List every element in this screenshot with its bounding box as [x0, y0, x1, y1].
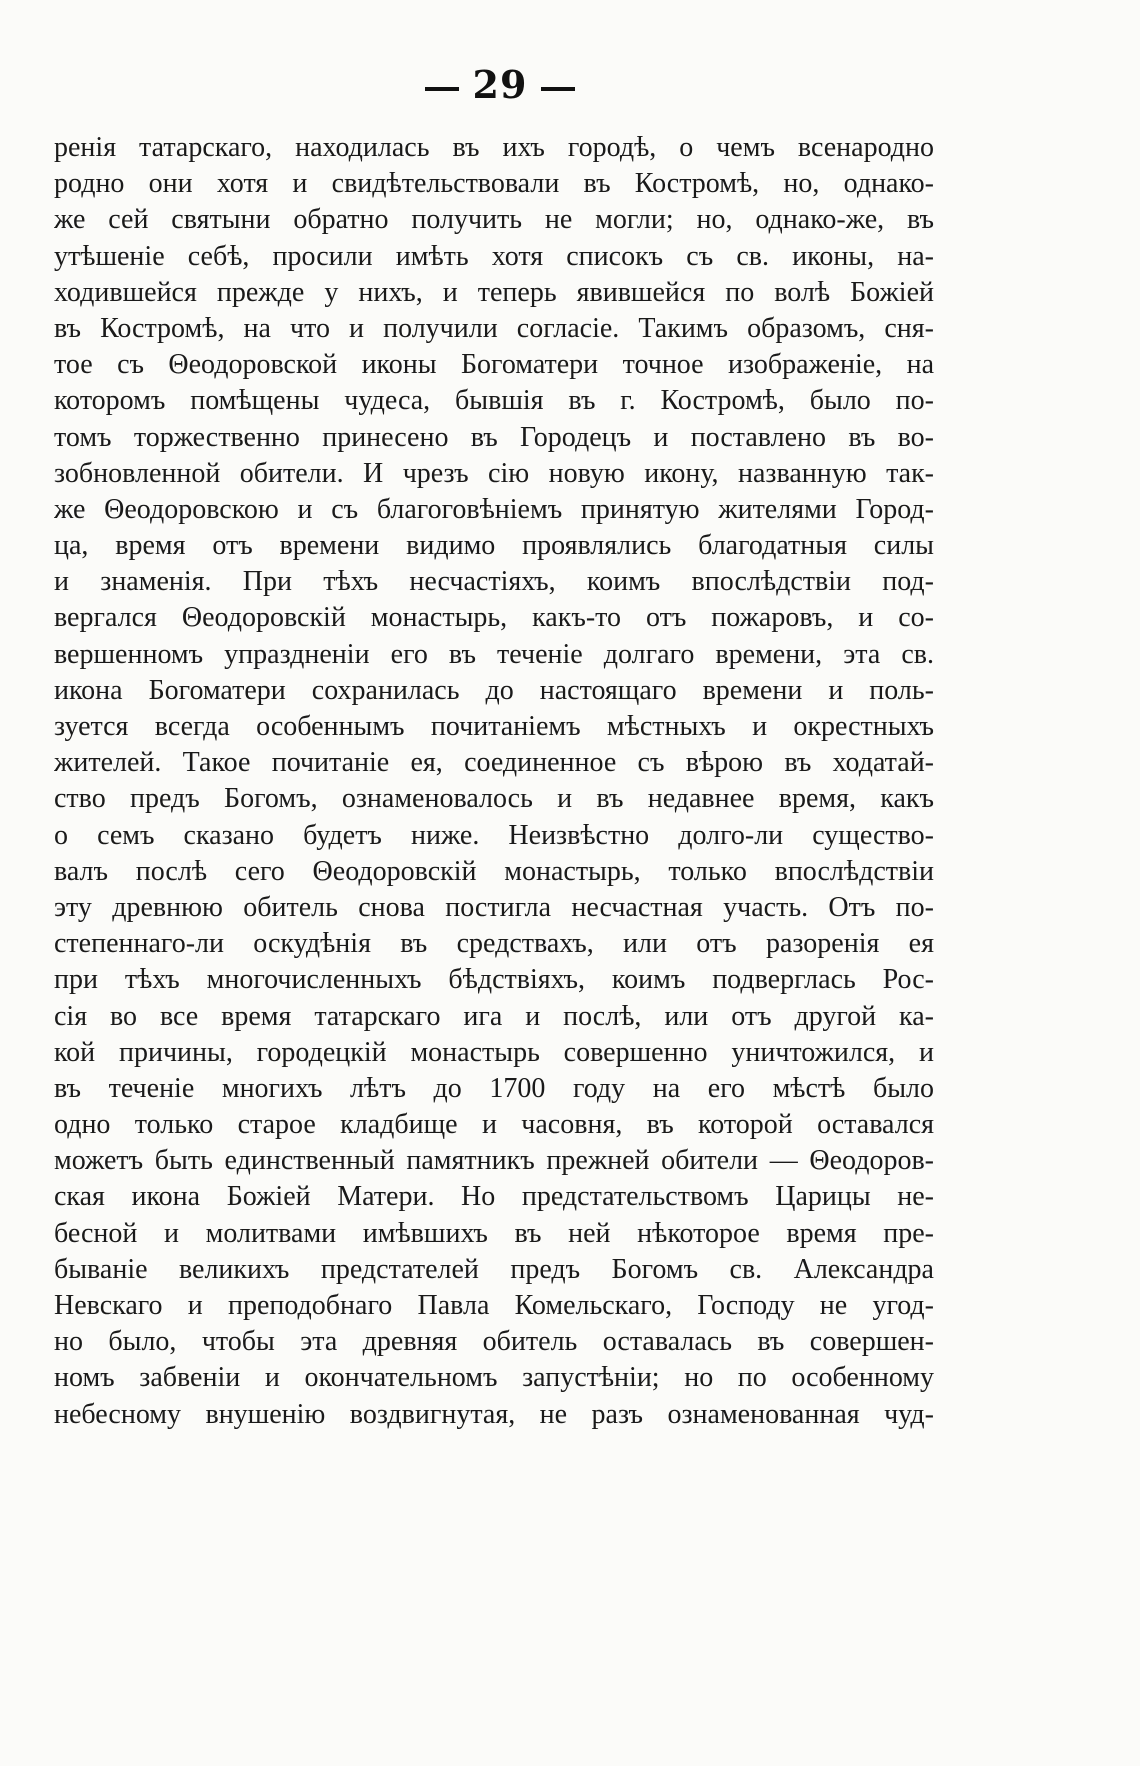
text-line: ская икона Божіей Матери. Но предстательствомъ Царицы не-: [54, 1181, 934, 1213]
text-line: въ Костромѣ, на что и получили согласіе. Такимъ образомъ, сня-: [54, 312, 934, 344]
text-line: родно они хотя и свидѣтельствовали въ Костромѣ, но, однако-: [54, 168, 934, 200]
left-dash: [425, 87, 459, 91]
text-line: ца, время отъ времени видимо проявлялись благодатныя силы: [54, 530, 934, 562]
text-line: сія во все время татарскаго ига и послѣ, или отъ другой ка-: [54, 1000, 934, 1032]
text-line: зобновленной обители. И чрезъ сію новую икону, названную так-: [54, 457, 934, 489]
text-line: но было, чтобы эта древняя обитель оставалась въ совершен-: [54, 1326, 934, 1358]
text-line: ство предъ Богомъ, ознаменовалось и въ недавнее время, какъ: [54, 783, 934, 815]
text-line: бесной и молитвами имѣвшихъ въ ней нѣкоторое время пре-: [54, 1217, 934, 1249]
text-line: икона Богоматери сохранилась до настоящаго времени и поль-: [54, 674, 934, 706]
text-line: Невскаго и преподобнаго Павла Комельскаго, Господу не угод-: [54, 1290, 934, 1321]
text-line: быванiе великихъ предстателей предъ Богомъ св. Александра: [54, 1253, 934, 1285]
text-line: кой причины, городецкій монастырь совершенно уничтожился, и: [54, 1036, 934, 1068]
text-line: утѣшеніе себѣ, просили имѣть хотя списокъ съ св. иконы, на-: [54, 240, 934, 272]
text-line: вершенномъ упраздненіи его въ теченіе долгаго времени, эта св.: [54, 638, 934, 670]
text-line: эту древнюю обитель снова постигла несчастная участь. Отъ по-: [54, 891, 934, 923]
text-line: номъ забвеніи и окончательномъ запустѣніи; но по особенному: [54, 1362, 934, 1394]
text-line: при тѣхъ многочисленныхъ бѣдствіяхъ, коимъ подверглась Рос-: [54, 964, 934, 996]
text-line: степеннаго-ли оскудѣнія въ средствахъ, или отъ разоренія ея: [54, 928, 934, 960]
text-line: томъ торжественно принесено въ Городецъ и поставлено въ во-: [54, 421, 934, 453]
text-line: же Θеодоровскою и съ благоговѣніемъ принятую жителями Город-: [54, 493, 934, 525]
text-line: ренія татарскаго, находилась въ ихъ городѣ, о чемъ всенародно: [54, 132, 934, 163]
text-line: жителей. Такое почитаніе ея, соединенное съ вѣрою въ ходатай-: [54, 747, 934, 779]
text-line: валъ послѣ сего Θеодоровскій монастырь, только впослѣдствіи: [54, 855, 934, 887]
text-line: зуется всегда особеннымъ почитаніемъ мѣстныхъ и окрестныхъ: [54, 711, 934, 742]
text-line: же сей святыни обратно получить не могли; но, однако-же, въ: [54, 204, 934, 236]
page-number: 29: [472, 62, 528, 107]
text-line: о семъ сказано будетъ ниже. Неизвѣстно долго-ли существо-: [54, 819, 934, 851]
text-line: и знаменія. При тѣхъ несчастіяхъ, коимъ впослѣдствіи под-: [54, 566, 934, 598]
text-line: вергался Θеодоровскій монастырь, какъ-то отъ пожаровъ, и со-: [54, 602, 934, 634]
text-line: одно только старое кладбище и часовня, въ которой оставался: [54, 1109, 934, 1141]
right-dash: [541, 87, 575, 91]
body-text: [54, 130, 934, 1433]
page-number-header: [0, 62, 1000, 107]
text-line: тое съ Θеодоровской иконы Богоматери точное изображеніе, на: [54, 349, 934, 381]
text-line: можетъ быть единственный памятникъ прежней обители — Θеодоров-: [54, 1145, 934, 1177]
text-line: въ теченіе многихъ лѣтъ до 1700 году на его мѣстѣ было: [54, 1072, 934, 1104]
text-line: небесному внушенію воздвигнутая, не разъ ознаменованная чуд-: [54, 1398, 934, 1430]
text-line: ходившейся прежде у нихъ, и теперь явившейся по волѣ Божіей: [54, 276, 934, 308]
text-line: которомъ помѣщены чудеса, бывшія въ г. Костромѣ, было по-: [54, 385, 934, 417]
